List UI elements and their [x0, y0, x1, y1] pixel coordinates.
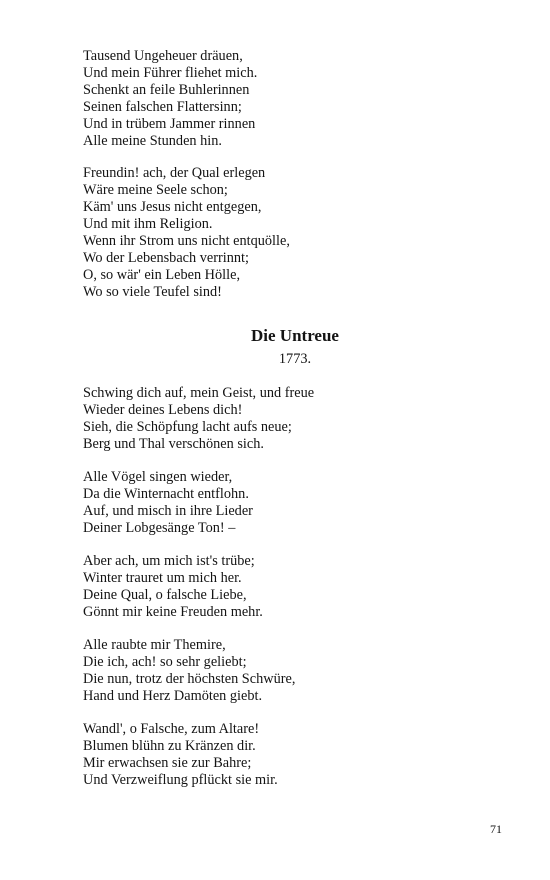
verse-line: Auf, und misch in ihre Lieder [83, 503, 253, 519]
poem-year: 1773. [278, 351, 312, 367]
verse-line: Wo der Lebensbach verrinnt; [83, 250, 249, 266]
verse-line: Und Verzweiflung pflückt sie mir. [83, 772, 278, 788]
verse-line: Wieder deines Lebens dich! [83, 402, 243, 418]
verse-line: Da die Winternacht entflohn. [83, 486, 249, 502]
verse-line: Wo so viele Teufel sind! [83, 284, 222, 300]
verse-line: Sieh, die Schöpfung lacht aufs neue; [83, 419, 292, 435]
verse-line: Und mit ihm Religion. [83, 216, 213, 232]
verse-line: Deine Qual, o falsche Liebe, [83, 587, 247, 603]
verse-line: Schenkt an feile Buhlerinnen [83, 82, 250, 98]
verse-line: Wäre meine Seele schon; [83, 182, 228, 198]
verse-line: Die nun, trotz der höchsten Schwüre, [83, 671, 296, 687]
verse-line: Wandl', o Falsche, zum Altare! [83, 721, 260, 737]
verse-line: Und mein Führer fliehet mich. [83, 65, 258, 81]
verse-line: Winter trauret um mich her. [83, 570, 242, 586]
verse-line: Mir erwachsen sie zur Bahre; [83, 755, 252, 771]
verse-line: O, so wär' ein Leben Hölle, [83, 267, 241, 283]
verse-line: Alle meine Stunden hin. [83, 133, 222, 149]
verse-line: Hand und Herz Damöten giebt. [83, 688, 263, 704]
verse-line: Berg und Thal verschönen sich. [83, 436, 264, 452]
poem-title: Die Untreue [251, 326, 339, 345]
verse-line: Gönnt mir keine Freuden mehr. [83, 604, 263, 620]
verse-line: Die ich, ach! so sehr geliebt; [83, 654, 247, 670]
verse-line: Schwing dich auf, mein Geist, und freue [83, 385, 315, 401]
verse-line: Freundin! ach, der Qual erlegen [83, 165, 266, 181]
verse-line: Aber ach, um mich ist's trübe; [83, 553, 255, 569]
verse-line: Und in trübem Jammer rinnen [83, 116, 256, 132]
verse-line: Deiner Lobgesänge Ton! – [83, 520, 236, 536]
verse-line: Käm' uns Jesus nicht entgegen, [83, 199, 262, 215]
page-number: 71 [490, 822, 502, 836]
verse-line: Tausend Ungeheuer dräuen, [83, 48, 243, 64]
verse-line: Wenn ihr Strom uns nicht entquölle, [83, 233, 290, 249]
verse-line: Alle raubte mir Themire, [83, 637, 226, 653]
verse-line: Blumen blühn zu Kränzen dir. [83, 738, 256, 754]
verse-line: Seinen falschen Flattersinn; [83, 99, 242, 115]
verse-line: Alle Vögel singen wieder, [83, 469, 233, 485]
